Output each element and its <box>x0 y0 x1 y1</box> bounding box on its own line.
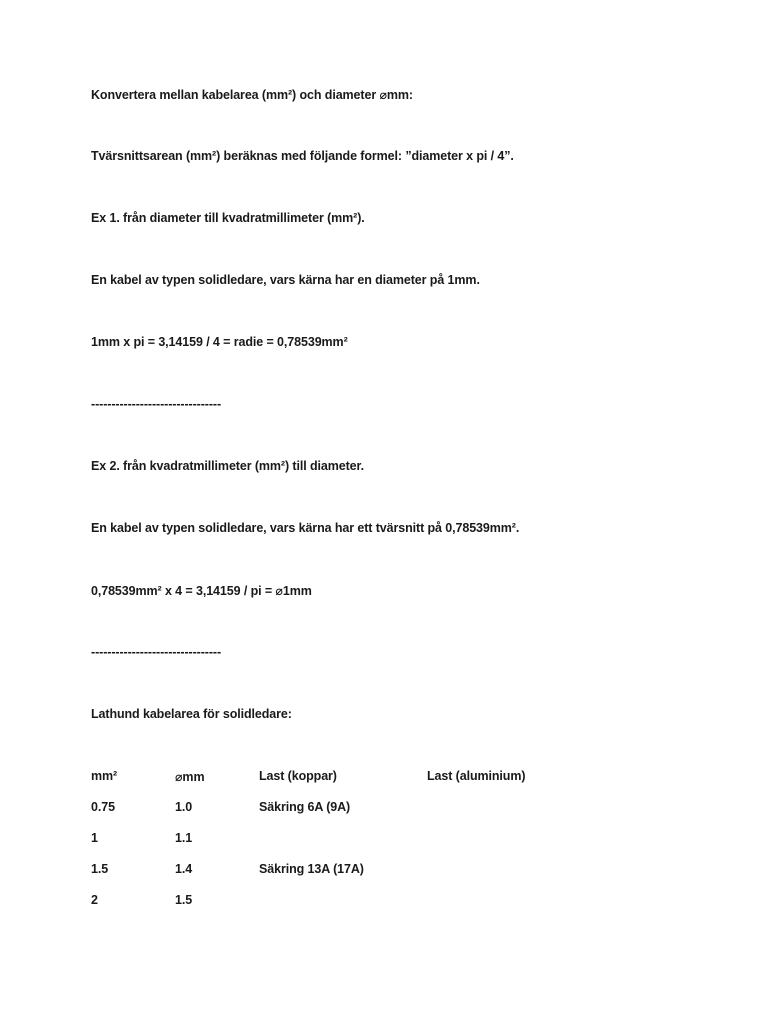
lathund-heading: Lathund kabelarea för solidledare: <box>91 707 292 721</box>
table-cell-diameter: 1.5 <box>175 893 193 907</box>
example-1-description: En kabel av typen solidledare, vars kärna har en diameter på 1mm. <box>91 273 480 287</box>
table-header-last-aluminium: Last (aluminium) <box>427 769 526 783</box>
table-cell-diameter: 1.1 <box>175 831 193 845</box>
example-2-description: En kabel av typen solidledare, vars kärna har ett tvärsnitt på 0,78539mm². <box>91 521 520 535</box>
table-header-mm2: mm² <box>91 769 118 783</box>
table-cell-last-koppar: Säkring 13A (17A) <box>259 862 364 876</box>
table-cell-mm2: 1 <box>91 831 98 845</box>
example-1-calculation: 1mm x pi = 3,14159 / 4 = radie = 0,78539mm² <box>91 335 348 349</box>
divider-1: -------------------------------- <box>91 397 222 411</box>
formula-text: Tvärsnittsarean (mm²) beräknas med följande formel: ”diameter x pi / 4”. <box>91 149 514 163</box>
example-2-heading: Ex 2. från kvadratmillimeter (mm²) till diameter. <box>91 459 364 473</box>
example-2-calculation: 0,78539mm² x 4 = 3,14159 / pi = ⌀1mm <box>91 584 312 598</box>
example-1-heading: Ex 1. från diameter till kvadratmillimeter (mm²). <box>91 211 365 225</box>
table-cell-mm2: 2 <box>91 893 98 907</box>
table-header-last-koppar: Last (koppar) <box>259 769 337 783</box>
table-cell-diameter: 1.0 <box>175 800 193 814</box>
table-cell-mm2: 1.5 <box>91 862 109 876</box>
divider-2: -------------------------------- <box>91 645 222 659</box>
table-cell-diameter: 1.4 <box>175 862 193 876</box>
table-header-diameter: ⌀mm <box>175 770 205 784</box>
table-cell-last-koppar: Säkring 6A (9A) <box>259 800 351 814</box>
table-cell-mm2: 0.75 <box>91 800 115 814</box>
document-title: Konvertera mellan kabelarea (mm²) och diameter ⌀mm: <box>91 88 413 102</box>
